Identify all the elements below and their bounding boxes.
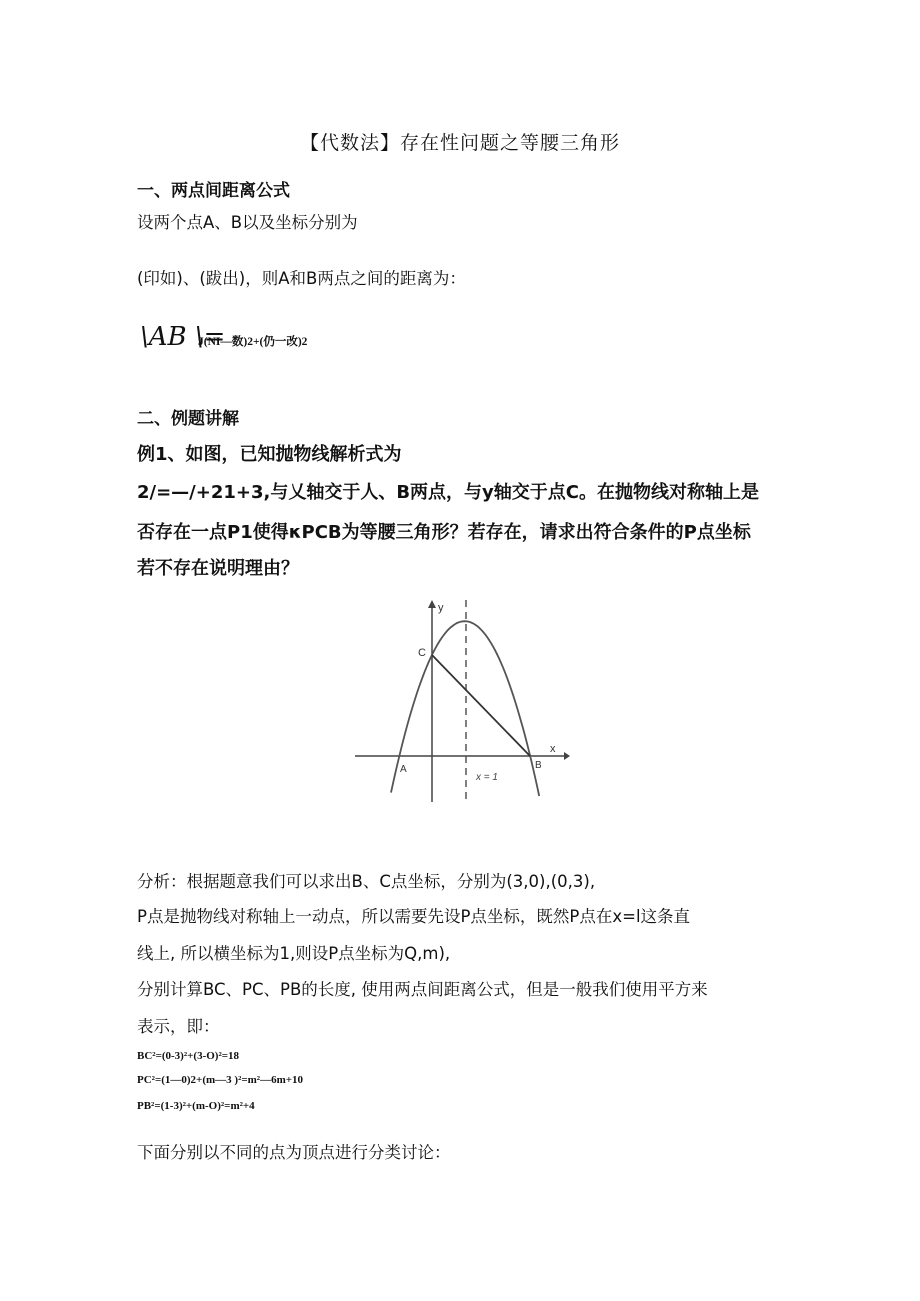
analysis-line-2: P点是抛物线对称轴上一动点，所以需要先设P点坐标，既然P点在x=l这条直 — [137, 907, 691, 926]
label-axis-equation: x = 1 — [476, 772, 498, 783]
formula-bc-squared: BC²=(0-3)²+(3-O)²=18 — [137, 1050, 240, 1062]
section-heading-examples: 二、例题讲解 — [137, 409, 239, 429]
label-c: C — [418, 647, 426, 659]
analysis-line-5: 表示，即： — [137, 1017, 220, 1036]
parabola-curve — [391, 621, 539, 796]
x-axis-arrow-icon — [564, 752, 570, 760]
y-axis-arrow-icon — [428, 600, 436, 608]
analysis-line-6: 下面分别以不同的点为顶点进行分类讨论： — [137, 1143, 451, 1162]
analysis-line-1: 分析：根据题意我们可以求出B、C点坐标，分别为(3,0),(0,3), — [137, 872, 596, 891]
paragraph-points-distance: (印如)、(跋出)，则A和B两点之间的距离为： — [137, 269, 466, 288]
label-b: B — [535, 760, 542, 771]
paragraph-points-intro: 设两个点A、B以及坐标分别为 — [137, 213, 358, 232]
page-title: 【代数法】存在性问题之等腰三角形 — [299, 132, 620, 154]
example-line-1: 例1、如图，已知抛物线解析式为 — [137, 444, 402, 465]
label-x: x — [550, 743, 556, 755]
formula-pc-squared: PC²=(1—0)2+(m—3 )²=m²—6m+10 — [137, 1074, 304, 1086]
section-heading-distance-formula: 一、两点间距离公式 — [137, 181, 290, 201]
label-a: A — [400, 764, 407, 775]
segment-cb — [432, 655, 530, 756]
example-line-3: 否存在一点P1使得κPCB为等腰三角形？若存在，请求出符合条件的P点坐标 — [137, 522, 751, 543]
label-y: y — [438, 602, 444, 614]
parabola-figure — [350, 598, 570, 803]
example-line-2: 2/=—/+21+3,与乂轴交于人、B两点，与y轴交于点C。在抛物线对称轴上是 — [137, 482, 759, 503]
analysis-line-3: 线上, 所以横坐标为1,则设P点坐标为Q,m), — [137, 944, 451, 963]
distance-formula-rhs: J(NI—数)2+(仍一改)2 — [198, 336, 308, 348]
distance-formula-lhs: \AB \= — [140, 322, 226, 352]
example-line-4: 若不存在说明理由？ — [137, 558, 299, 579]
formula-pb-squared: PB²=(1-3)²+(m-O)²=m²+4 — [137, 1100, 255, 1112]
analysis-line-4: 分别计算BC、PC、PB的长度, 使用两点间距离公式，但是一般我们使用平方来 — [137, 980, 708, 999]
